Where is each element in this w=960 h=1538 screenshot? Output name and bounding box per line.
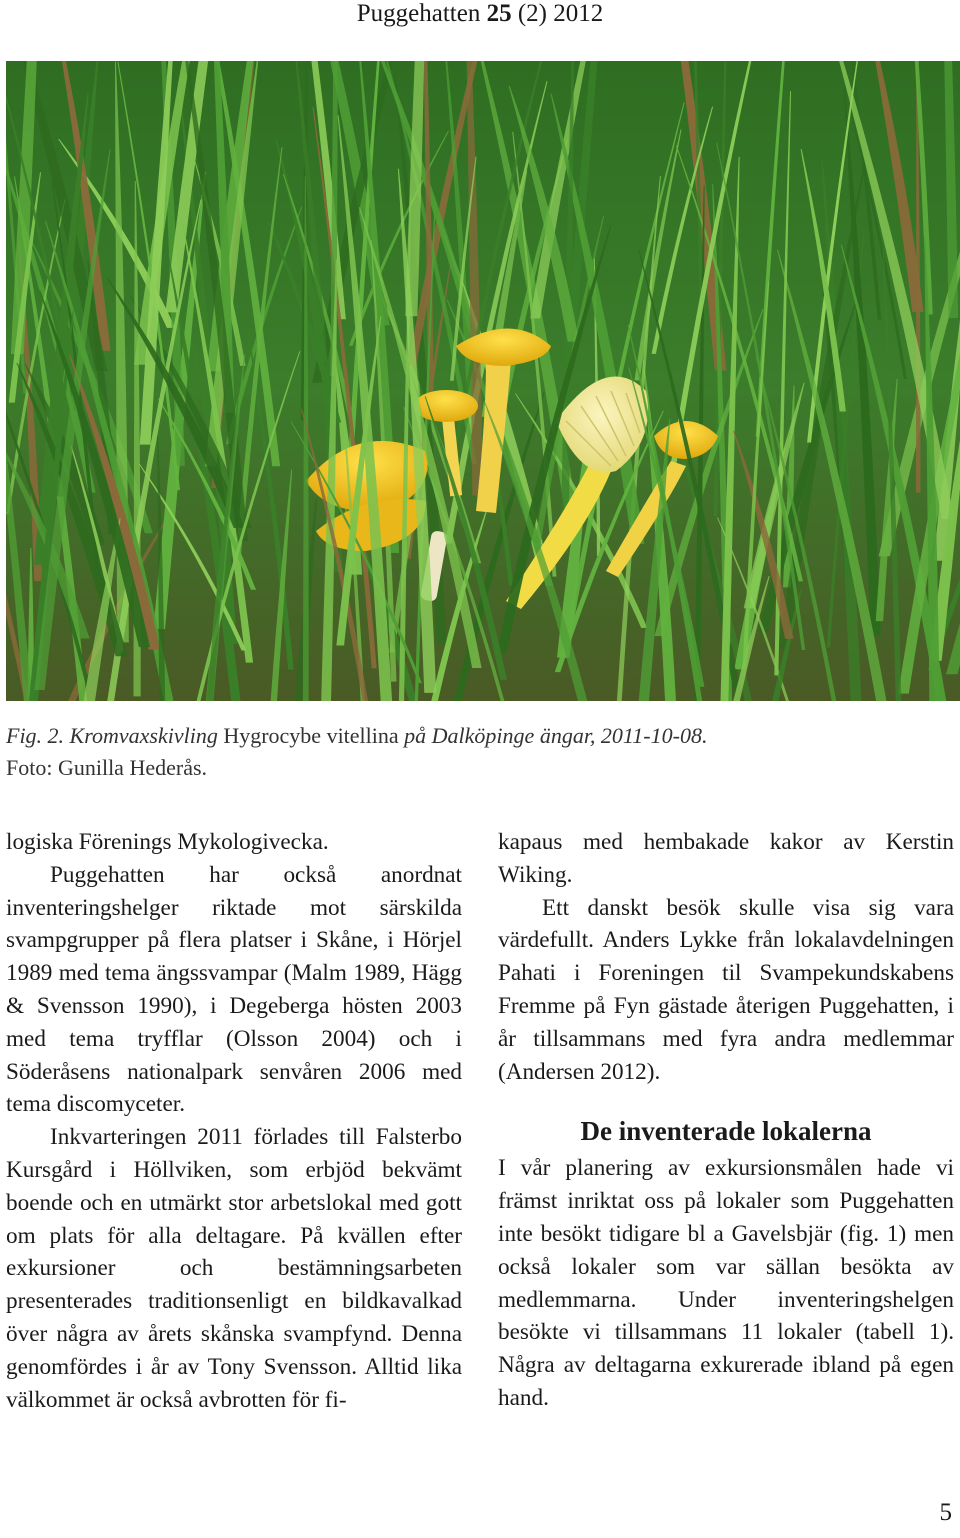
figure-species: Hygrocybe vitellina xyxy=(223,723,399,748)
issue-year: (2) 2012 xyxy=(517,0,604,27)
volume-number: 25 xyxy=(486,0,512,27)
photo-credit: Foto: Gunilla Hederås. xyxy=(6,755,208,780)
paragraph: Puggehatten har också anordnat inventeringshelger riktade mot särskilda svampgrupper på flera platser i Skåne, i Hörjel 1989 med tema ängssvampar (Malm 1989, Hägg & Svensson 1990), i Degeberga hösten 2003 med tema tryfflar (Olsson 2004) och i Söderåsens nationalpark senvåren 2006 med tema discomyceter. xyxy=(6,861,462,1118)
figure-place-date: på Dalköpinge ängar, 2011-10-08. xyxy=(404,723,708,748)
running-header xyxy=(0,0,960,40)
mushroom-photo xyxy=(6,61,960,701)
figure-label: Fig. 2. Kromvaxskivling xyxy=(6,723,218,748)
right-column xyxy=(498,826,954,1415)
journal-name: Puggehatten xyxy=(356,0,481,27)
paragraph: I vår planering av exkursionsmålen hade vi främst inriktat oss på lokaler som Puggehatten inte besökt tidigare bl a Gavelsbjär (fig. 1) men också lokaler som var sällan besökta av medlemmarna. Under inventeringshelgen besökte vi tillsammans 11 lokaler (tabell 1). Några av deltagarna exkurerade ibland på egen hand. xyxy=(498,1155,954,1411)
paragraph: logiska Förenings Mykologivecka. xyxy=(6,829,329,855)
page-number: 5 xyxy=(939,1499,952,1526)
left-column xyxy=(6,826,462,1416)
figure-caption xyxy=(6,720,946,784)
section-heading: De inventerade lokalerna xyxy=(580,1116,872,1147)
paragraph: kapaus med hembakade kakor av Kerstin Wiking. xyxy=(498,829,954,888)
paragraph: Inkvarteringen 2011 förlades till Falsterbo Kursgård i Höllviken, som erbjöd bekvämt boende och en utmärkt stor arbetslokal med gott om plats för alla deltagare. På kvällen efter exkursioner och bestämningsarbeten presenterades traditionsenligt en bildkavalkad över några av årets skånska svampfynd. Denna genomfördes i år av Tony Svensson. Alltid lika välkommet är också avbrotten för fi- xyxy=(6,1124,462,1413)
paragraph: Ett danskt besök skulle visa sig vara värdefullt. Anders Lykke från lokalavdelningen Pahati i Foreningen til Svampekundskabens Fremme på Fyn gästade återigen Puggehatten, i år tillsammans med fyra andra medlemmar (Andersen 2012). xyxy=(498,894,954,1085)
